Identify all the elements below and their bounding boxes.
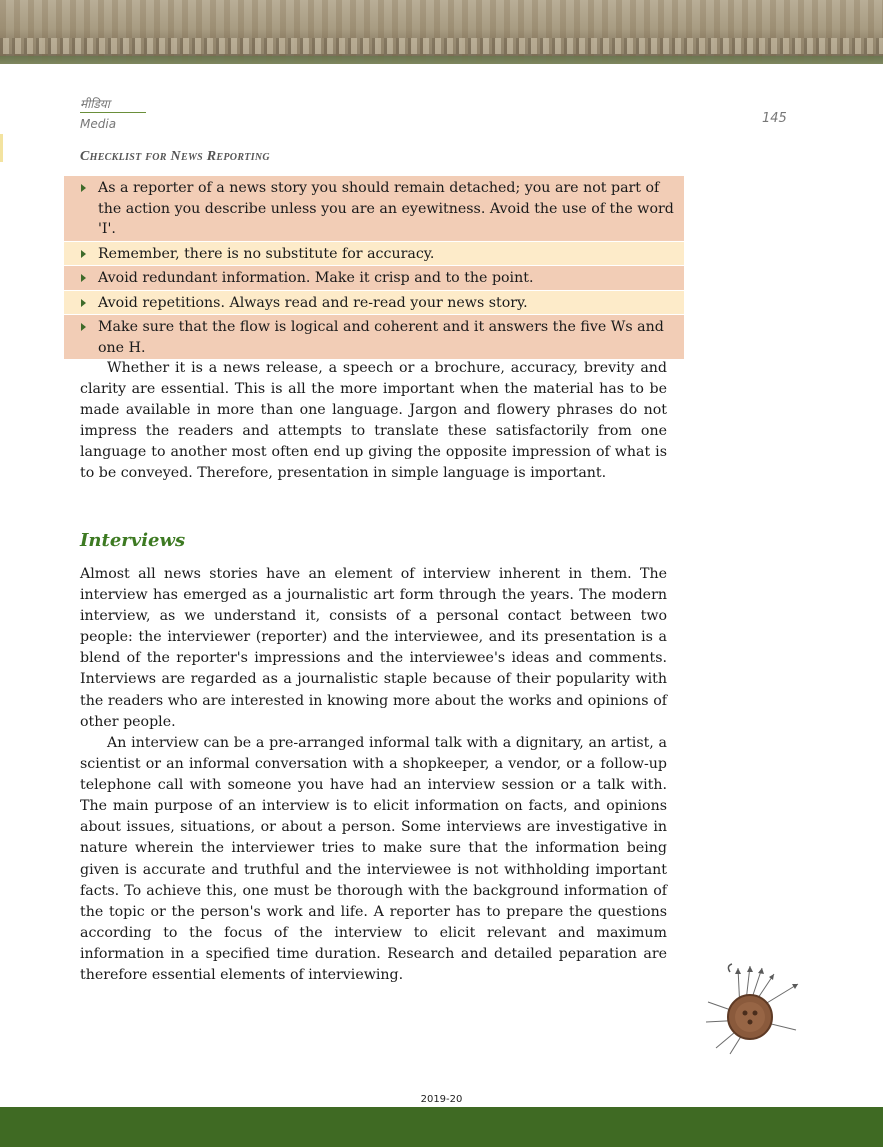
checklist-title: Checklist for News Reporting	[80, 149, 270, 164]
checklist-box	[64, 176, 684, 359]
top-decorative-banner	[0, 0, 883, 64]
header-rule	[80, 112, 146, 113]
checklist-item-text: Make sure that the flow is logical and coherent and it answers the five Ws and one H.	[98, 319, 664, 356]
banner-shadow	[0, 56, 883, 64]
checklist-item-text: Avoid repetitions. Always read and re-read your news story.	[98, 294, 528, 311]
bullet-triangle-icon	[81, 274, 86, 282]
paragraph-interviews-purpose: An interview can be a pre-arranged informal talk with a dignitary, an artist, a scientist or an informal conversation with a shopkeeper, a vendor, or a follow-up telephone call with someone you have had an interview session or a talk with. The main purpose of an interview is to elicit information on facts, and opinions about issues, situations, or about a person. Some interviews are investigative in nature wherein the interviewer tries to make sure that the information being given is accurate and truthful and the interviewee is not withholding important facts. To achieve this, one must be thorough with the background information of the topic or the person's work and life. A reporter has to prepare the questions according to the focus of the interview to elicit relevant and maximum information in a specified time duration. Research and detailed peparation are therefore essential elements of interviewing.	[80, 735, 667, 984]
side-margin-mark	[0, 134, 3, 162]
paragraph-interviews-intro: Almost all news stories have an element of interview inherent in them. The interview has emerged as a journalistic art form through the years. The modern interview, as we understand it, consists of a personal contact between two people: the interviewer (reporter) and the interviewee, and its presentation is a blend of the reporter's impressions and the interviewee's ideas and comments. Interviews are regarded as a journalistic staple because of their popularity with the readers who are interested in knowing more about the works and opinions of other people.	[80, 566, 667, 730]
footer-year: 2019-20	[420, 1094, 463, 1105]
page-number: 145	[762, 111, 787, 126]
bullet-triangle-icon	[81, 250, 86, 258]
paragraph-accuracy: Whether it is a news release, a speech or a brochure, accuracy, brevity and clarity are essential. This is all the more important when the material has to be made available in more than one language. Jargon and flowery phrases do not impress the readers and attempts to translate these satisfactorily from one language to another most often end up giving the opposite impression of what is to be conveyed. Therefore, presentation in simple language is important.	[80, 360, 667, 482]
bullet-triangle-icon	[81, 299, 86, 307]
checklist-item-text: Avoid redundant information. Make it crisp and to the point.	[98, 270, 534, 286]
checklist-item-text: Remember, there is no substitute for accuracy.	[98, 245, 435, 262]
checklist-item	[64, 291, 684, 315]
section-heading-interviews: Interviews	[80, 530, 186, 551]
checklist-item	[64, 266, 684, 290]
running-header-hindi: मीडिया	[80, 97, 110, 111]
checklist-item	[64, 242, 684, 266]
checklist-item	[64, 176, 684, 241]
checklist-item	[64, 315, 684, 359]
bullet-triangle-icon	[81, 323, 86, 331]
running-header-english: Media	[80, 117, 117, 131]
checklist-item-text: As a reporter of a news story you should remain detached; you are not part of the action you describe unless you are an eyewitness. Avoid the use of the word 'I'.	[98, 180, 674, 237]
carved-border	[0, 38, 883, 54]
bullet-triangle-icon	[81, 184, 86, 192]
bottom-green-band	[0, 1107, 883, 1147]
shield-with-arrows-decoration-icon	[700, 960, 810, 1060]
